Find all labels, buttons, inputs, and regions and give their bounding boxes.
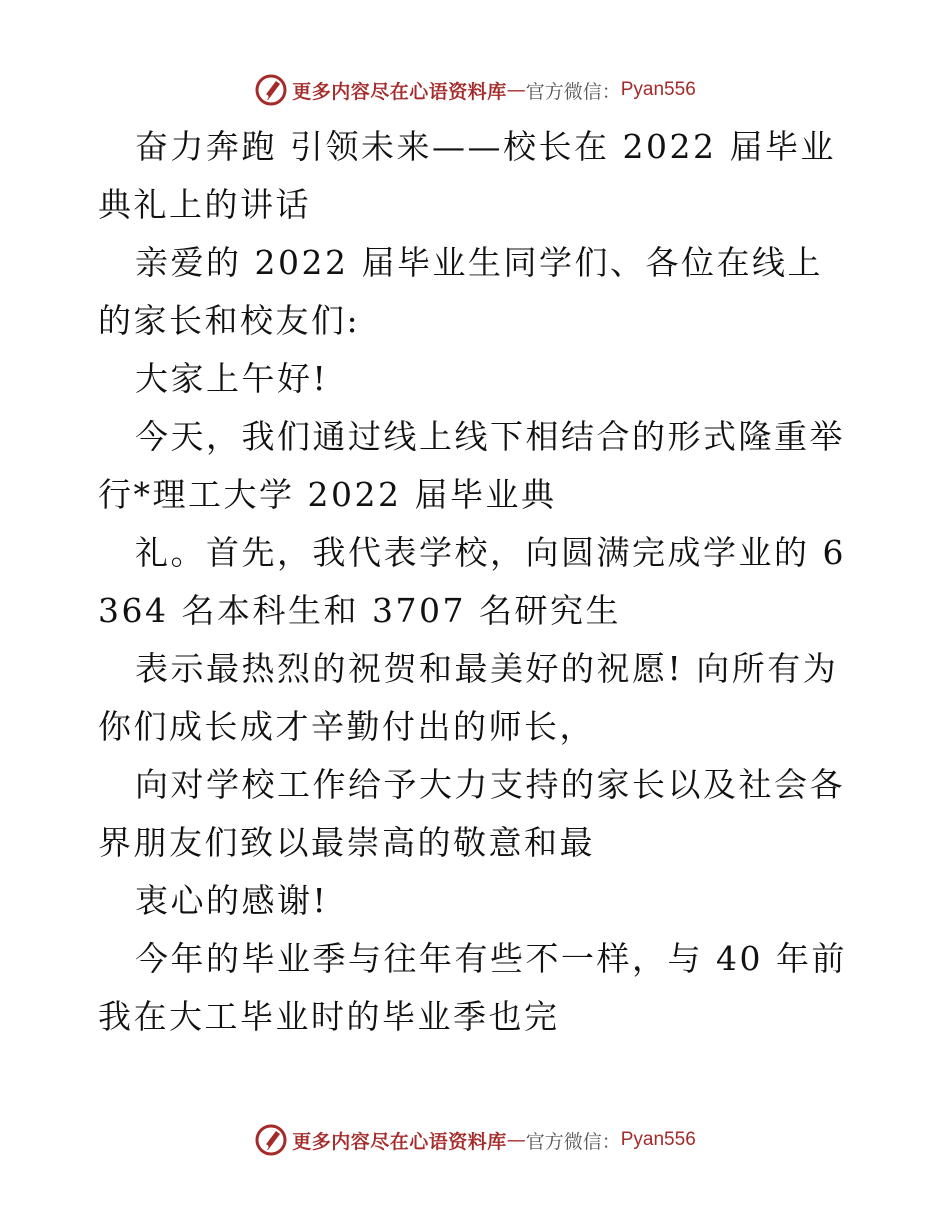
banner-dash: —: [506, 1129, 526, 1151]
doc-paragraph: 亲爱的 2022 届毕业生同学们、各位在线上的家长和校友们:: [98, 243, 823, 340]
doc-paragraph: 表示最热烈的祝贺和最美好的祝愿! 向所有为你们成长成才辛勤付出的师长，: [98, 649, 839, 746]
banner-wechat-label: 官方微信：: [525, 80, 621, 103]
doc-paragraph: 向对学校工作给予大力支持的家长以及社会各界朋友们致以最崇高的敬意和最: [98, 765, 845, 862]
doc-paragraph: 今天，我们通过线上线下相结合的形式隆重举行*理工大学 2022 届毕业典: [98, 417, 845, 514]
brand-logo-icon: [254, 1123, 288, 1157]
banner-dash: —: [506, 79, 526, 101]
doc-paragraph: 礼。首先，我代表学校，向圆满完成学业的 6364 名本科生和 3707 名研究生: [98, 533, 846, 630]
document-body: [98, 118, 858, 1046]
brand-logo-icon: [254, 73, 288, 107]
banner-main-text: 更多内容尽在心语资料库: [292, 80, 507, 103]
page-header-banner: [0, 70, 950, 110]
doc-paragraph: 大家上午好!: [135, 359, 329, 398]
doc-paragraph: 衷心的感谢!: [135, 881, 329, 920]
banner-main-text: 更多内容尽在心语资料库: [292, 1130, 507, 1153]
page-footer-banner: [0, 1120, 950, 1160]
doc-title: 奋力奔跑 引领未来——校长在 2022 届毕业典礼上的讲话: [98, 127, 836, 224]
banner-wechat-label: 官方微信：: [525, 1130, 621, 1153]
banner-wechat-id: Pyan556: [620, 79, 696, 100]
doc-paragraph: 今年的毕业季与往年有些不一样，与 40 年前我在大工毕业时的毕业季也完: [98, 939, 847, 1036]
banner-wechat-id: Pyan556: [620, 1129, 696, 1150]
